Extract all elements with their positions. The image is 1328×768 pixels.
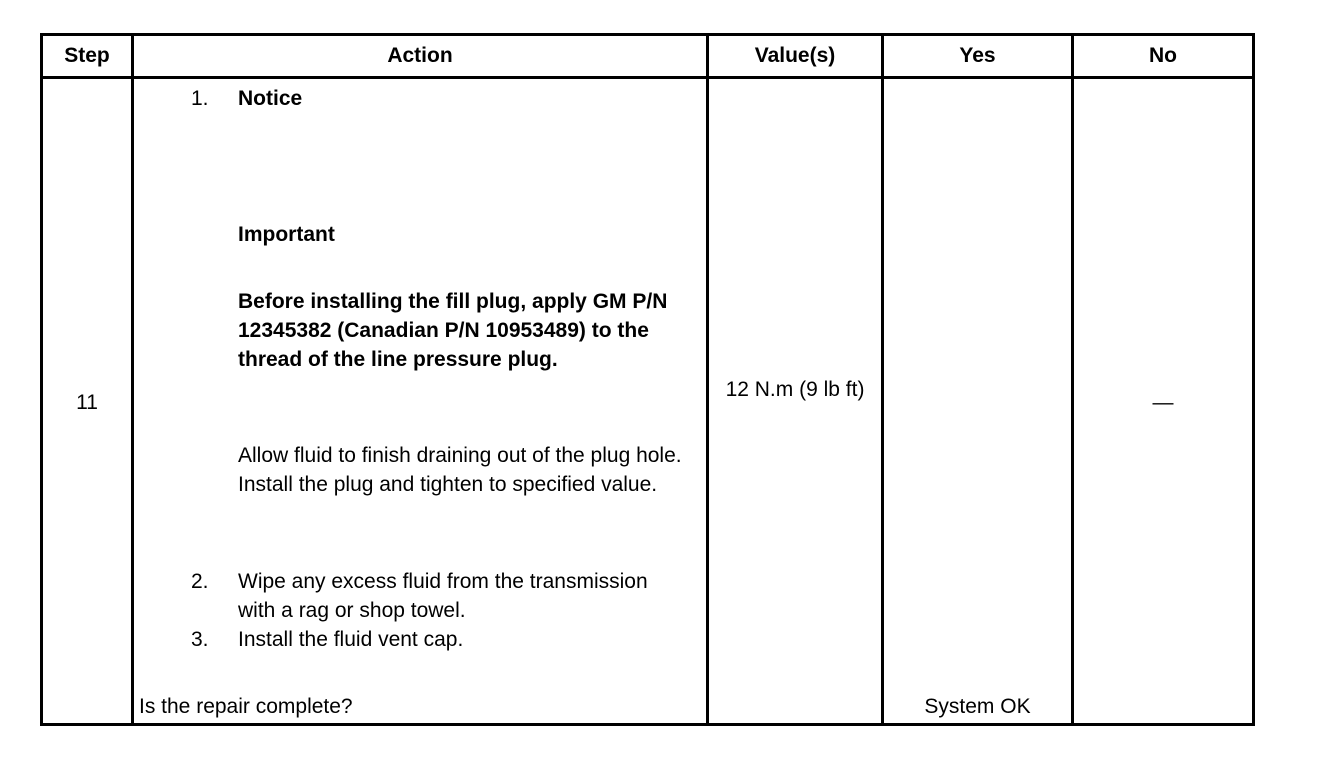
list-number-2: 2. <box>191 570 209 593</box>
procedure-table <box>40 33 1255 726</box>
list-number-1: 1. <box>191 87 209 110</box>
important-heading: Important <box>238 223 335 246</box>
list-number-3: 3. <box>191 628 209 651</box>
step-number: 11 <box>76 391 98 414</box>
notice-heading: Notice <box>238 87 303 110</box>
list-item-2: Wipe any excess fluid from the transmission with a rag or shop towel. <box>238 570 648 622</box>
important-text: Before installing the fill plug, apply GM P/N 12345382 (Canadian P/N 10953489) to the thread of the line pressure plug. <box>238 290 668 371</box>
column-divider <box>706 36 709 723</box>
header-action: Action <box>387 44 453 67</box>
column-divider <box>881 36 884 723</box>
header-values: Value(s) <box>754 44 836 67</box>
list-item-3: Install the fluid vent cap. <box>238 628 464 651</box>
column-divider <box>131 36 134 723</box>
header-yes: Yes <box>959 44 996 67</box>
repair-question: Is the repair complete? <box>139 695 353 718</box>
torque-value: 12 N.m (9 lb ft) <box>725 378 865 401</box>
instruction-text: Allow fluid to finish draining out of the plug hole. Install the plug and tighten to specified value. <box>238 444 682 496</box>
header-no: No <box>1149 44 1177 67</box>
column-divider <box>1071 36 1074 723</box>
yes-result: System OK <box>924 695 1031 718</box>
header-divider <box>43 76 1252 79</box>
header-step: Step <box>64 44 110 67</box>
no-result: — <box>1152 391 1174 414</box>
